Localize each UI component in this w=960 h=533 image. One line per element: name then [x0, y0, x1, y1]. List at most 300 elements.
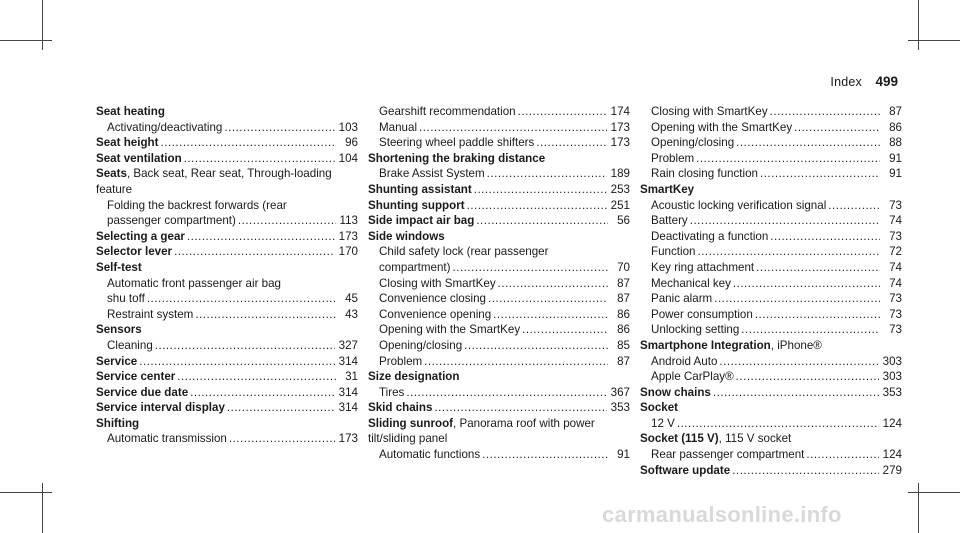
index-subentry: [640, 369, 902, 385]
index-subentry: [368, 354, 630, 370]
page-ref[interactable]: 124: [882, 416, 902, 430]
page-ref[interactable]: 43: [345, 307, 358, 321]
subentry-text: Automatic functions: [379, 448, 481, 462]
crop-mark: [42, 0, 43, 50]
subentry-text: Gearshift recommendation: [379, 105, 516, 118]
term-label: Socket: [640, 401, 679, 415]
dot-leader: [741, 322, 880, 338]
index-subentry: [368, 276, 630, 292]
index-term: [640, 182, 694, 198]
index-entry: [640, 182, 902, 338]
index-term: [640, 431, 791, 447]
index-term: [96, 151, 182, 167]
page-ref[interactable]: 86: [889, 120, 902, 134]
dot-leader: [536, 135, 606, 151]
index-term: [368, 369, 459, 385]
index-subentry: [368, 447, 630, 463]
index-term-line: [640, 338, 902, 354]
dot-leader: [756, 260, 880, 276]
index-subentry: [640, 416, 902, 432]
dot-leader: [476, 213, 608, 229]
index-subentry: [96, 431, 358, 447]
dot-leader: [419, 120, 607, 136]
subentry-text: compartment): [379, 260, 451, 274]
page-ref[interactable]: 173: [610, 136, 630, 150]
index-entry: [96, 385, 358, 401]
index-subentry: [640, 198, 902, 214]
index-subentry: [96, 307, 358, 323]
page-ref[interactable]: 353: [610, 401, 630, 415]
crop-mark: [908, 40, 960, 41]
term-label: Shunting support: [368, 198, 465, 212]
term-label: Sliding sunroof: [368, 416, 454, 430]
dot-leader: [161, 135, 337, 151]
index-entry: [96, 244, 358, 260]
dot-leader: [187, 229, 335, 245]
index-subentry: [368, 291, 630, 307]
index-subentry: [368, 322, 630, 338]
index-term-line: [96, 416, 358, 432]
dot-leader: [434, 400, 606, 416]
index-term-line: [368, 151, 630, 167]
page-ref[interactable]: 173: [338, 229, 358, 243]
dot-leader: [177, 369, 336, 385]
dot-leader: [467, 198, 607, 214]
index-entry: [368, 400, 630, 416]
index-entry: [368, 369, 630, 400]
term-label: Socket (115 V): [640, 432, 719, 446]
dot-leader: [488, 291, 608, 307]
page-ref[interactable]: 91: [889, 151, 902, 165]
index-term: [96, 244, 172, 260]
page-ref[interactable]: 327: [338, 338, 358, 352]
index-entry: [640, 400, 902, 431]
index-term-line: [96, 229, 358, 245]
subentry-text: Battery: [651, 214, 688, 228]
subentry-text: Folding the backrest forwards (rear: [107, 198, 287, 212]
subentry-text: shu toff: [107, 292, 145, 306]
term-extra: , iPhone®: [770, 338, 822, 352]
index-term: [640, 338, 822, 354]
index-subentry: [368, 244, 630, 275]
dot-leader: [493, 307, 608, 323]
index-subentry: [640, 447, 902, 463]
index-entry: [640, 431, 902, 462]
index-entry: [368, 229, 630, 369]
page-ref[interactable]: 173: [338, 432, 358, 446]
subentry-text: Rain closing function: [651, 167, 758, 181]
term-label: Seat ventilation: [96, 151, 182, 165]
dot-leader: [714, 291, 880, 307]
page-ref[interactable]: 173: [610, 120, 630, 134]
index-term: [96, 135, 159, 151]
index-entry: [368, 416, 630, 463]
dot-leader: [190, 385, 335, 401]
page-ref[interactable]: 73: [889, 198, 902, 212]
index-term: [640, 385, 711, 401]
index-term: [96, 229, 185, 245]
subentry-text: Problem: [379, 354, 423, 368]
page-ref[interactable]: 113: [339, 214, 358, 228]
term-label: Sensors: [96, 323, 142, 337]
page-ref[interactable]: 73: [889, 229, 902, 243]
dot-leader: [755, 307, 880, 323]
index-subentry: [368, 104, 630, 120]
subentry-text: Opening/closing: [379, 338, 463, 352]
page-ref[interactable]: 72: [889, 245, 902, 259]
term-label: Service center: [96, 370, 176, 384]
term-label: Shunting assistant: [368, 182, 472, 196]
subentry-text: Opening/closing: [651, 136, 735, 150]
page-ref[interactable]: 87: [617, 276, 630, 290]
term-label: Skid chains: [368, 401, 433, 415]
index-term-line: [640, 385, 902, 401]
page-ref[interactable]: 314: [338, 354, 358, 368]
index-subentry: [640, 135, 902, 151]
dot-leader: [522, 322, 608, 338]
page-ref[interactable]: 56: [617, 214, 630, 228]
page-ref[interactable]: 31: [345, 370, 358, 384]
index-term-line: [640, 463, 902, 479]
index-subentry: [640, 151, 902, 167]
subentry-text: Cleaning: [107, 338, 153, 352]
page-ref[interactable]: 314: [338, 401, 358, 415]
page-ref[interactable]: 253: [610, 182, 630, 196]
dot-leader: [736, 135, 880, 151]
index-entry: [96, 416, 358, 447]
dot-leader: [482, 447, 608, 463]
index-subentry: [368, 338, 630, 354]
dot-leader: [760, 166, 880, 182]
index-subentry: [368, 135, 630, 151]
index-subentry: [640, 322, 902, 338]
index-entry: [640, 463, 902, 479]
subentry-text: Deactivating a function: [651, 229, 769, 243]
index-subentry: [640, 120, 902, 136]
index-entry: [368, 104, 630, 151]
index-subentry: [379, 260, 630, 276]
page-ref[interactable]: 74: [889, 214, 902, 228]
dot-leader: [238, 213, 336, 229]
page-ref[interactable]: 73: [889, 292, 902, 306]
page-ref[interactable]: 74: [889, 260, 902, 274]
index-subentry: [640, 307, 902, 323]
dot-leader: [518, 104, 607, 120]
term-label: Selecting a gear: [96, 229, 185, 243]
index-term-line: [96, 385, 358, 401]
crop-mark: [0, 492, 52, 493]
subentry-text: 12 V: [651, 416, 675, 430]
index-term-line: [368, 198, 630, 214]
subentry-text: Power consumption: [651, 307, 753, 321]
dot-leader: [474, 182, 607, 198]
subentry-text: Opening with the SmartKey: [651, 120, 793, 134]
dot-leader: [713, 385, 879, 401]
index-entry: [640, 104, 902, 182]
dot-leader: [487, 166, 607, 182]
index-term-line: [96, 354, 358, 370]
dot-leader: [696, 151, 880, 167]
index-term: [640, 400, 678, 416]
index-entry: [368, 198, 630, 214]
subentry-text: Automatic front passenger air bag: [107, 276, 282, 290]
page-ref[interactable]: 104: [338, 151, 358, 165]
term-label: Side impact air bag: [368, 214, 475, 228]
index-subentry: [640, 354, 902, 370]
index-subentry: [368, 385, 630, 401]
subentry-text: Convenience closing: [379, 292, 486, 306]
dot-leader: [424, 354, 608, 370]
index-subentry: [96, 120, 358, 136]
term-extra: , Panorama roof with power tilt/sliding panel: [368, 416, 595, 446]
page-ref[interactable]: 303: [882, 370, 902, 384]
page-ref[interactable]: 96: [345, 136, 358, 150]
page-number: 499: [875, 74, 898, 89]
page-ref[interactable]: 87: [617, 292, 630, 306]
subentry-text: Unlocking setting: [651, 323, 740, 337]
subentry-text: Tires: [379, 385, 405, 399]
index-term: [368, 198, 465, 214]
term-label: Snow chains: [640, 385, 711, 399]
subentry-text: Child safety lock (rear passenger: [379, 245, 549, 259]
dot-leader: [453, 260, 608, 276]
index-subentry: [96, 338, 358, 354]
subentry-text: Key ring attachment: [651, 260, 755, 274]
subentry-text: Automatic transmission: [107, 432, 227, 446]
subentry-text: Android Auto: [651, 354, 718, 368]
dot-leader: [719, 354, 878, 370]
index-term-line: [96, 244, 358, 260]
index-entry: [96, 135, 358, 151]
index-term-line: [96, 104, 358, 120]
page-ref[interactable]: 314: [338, 385, 358, 399]
dot-leader: [498, 276, 608, 292]
index-term: [96, 385, 188, 401]
index-entry: [368, 213, 630, 229]
index-term-line: [640, 431, 902, 447]
index-term-line: [368, 416, 630, 447]
index-term: [96, 354, 137, 370]
subentry-text: Panic alarm: [651, 292, 713, 306]
index-subentry: [96, 198, 358, 229]
index-column-2: [368, 104, 630, 463]
term-extra: , Back seat, Rear seat, Through-loading feature: [96, 167, 332, 196]
index-entry: [96, 400, 358, 416]
page-ref[interactable]: 91: [617, 448, 630, 462]
crop-mark: [908, 492, 960, 493]
index-entry: [96, 151, 358, 167]
index-subentry: [640, 166, 902, 182]
index-term-line: [96, 151, 358, 167]
dot-leader: [229, 431, 335, 447]
index-entry: [640, 338, 902, 385]
dot-leader: [139, 354, 334, 370]
term-label: Smartphone Integration: [640, 338, 771, 352]
page-ref[interactable]: 85: [617, 338, 630, 352]
dot-leader: [224, 120, 334, 136]
index-term-line: [368, 229, 630, 245]
index-subentry: [107, 213, 358, 229]
page-ref[interactable]: 86: [617, 323, 630, 337]
page-ref[interactable]: 367: [610, 385, 630, 399]
index-term: [368, 400, 432, 416]
term-extra: , 115 V socket: [718, 432, 792, 446]
index-entry: [368, 151, 630, 182]
index-term-line: [96, 400, 358, 416]
page-ref[interactable]: 86: [617, 307, 630, 321]
page-ref[interactable]: 74: [889, 276, 902, 290]
index-column-3: [640, 104, 902, 478]
index-subentry: [640, 213, 902, 229]
subentry-text: Steering wheel paddle shifters: [379, 136, 535, 150]
subentry-text: Closing with SmartKey: [651, 105, 768, 118]
subentry-text: Brake Assist System: [379, 167, 485, 181]
term-label: Seats: [96, 167, 127, 181]
dot-leader: [174, 244, 335, 260]
dot-leader: [732, 463, 878, 479]
term-label: Software update: [640, 463, 731, 477]
index-subentry: [96, 276, 358, 307]
index-term-line: [368, 369, 630, 385]
page-header: [830, 74, 898, 89]
index-subentry: [640, 291, 902, 307]
subentry-text: Opening with the SmartKey: [379, 323, 521, 337]
index-entry: [96, 354, 358, 370]
subentry-text: Mechanical key: [651, 276, 731, 290]
index-entry: [96, 104, 358, 135]
dot-leader: [794, 120, 880, 136]
crop-mark: [42, 483, 43, 533]
dot-leader: [690, 213, 880, 229]
page-ref[interactable]: 45: [345, 292, 358, 306]
index-term: [368, 229, 445, 245]
subentry-text: Problem: [651, 151, 695, 165]
index-subentry: [107, 291, 358, 307]
dot-leader: [184, 151, 335, 167]
dot-leader: [736, 369, 879, 385]
watermark: carmanualsonline.info: [602, 502, 842, 527]
index-term: [96, 260, 142, 276]
page-ref[interactable]: 73: [889, 307, 902, 321]
index-term-line: [96, 135, 358, 151]
page-ref[interactable]: 251: [610, 198, 630, 212]
subentry-text: Restraint system: [107, 307, 194, 321]
page-ref[interactable]: 70: [617, 260, 630, 274]
index-term: [368, 213, 474, 229]
dot-leader: [806, 447, 878, 463]
page-ref[interactable]: 170: [338, 245, 358, 259]
subentry-text: Rear passenger compartment: [651, 448, 805, 462]
dot-leader: [406, 385, 606, 401]
dot-leader: [227, 400, 335, 416]
page-ref[interactable]: 174: [610, 105, 630, 118]
subentry-text: Manual: [379, 120, 418, 134]
dot-leader: [155, 338, 335, 354]
page-ref[interactable]: 91: [889, 167, 902, 181]
page-ref[interactable]: 87: [889, 105, 902, 118]
index-term-line: [368, 213, 630, 229]
index-subentry: [640, 244, 902, 260]
dot-leader: [770, 229, 880, 245]
index-entry: [96, 322, 358, 353]
term-label: Seat height: [96, 136, 159, 150]
index-entry: [96, 166, 358, 228]
subentry-text: passenger compartment): [107, 214, 236, 228]
crop-mark: [0, 40, 52, 41]
subentry-text: Activating/deactivating: [107, 120, 223, 134]
index-term-line: [96, 260, 358, 276]
term-label: Shifting: [96, 416, 140, 430]
page-ref[interactable]: 88: [889, 136, 902, 150]
index-term-line: [96, 322, 358, 338]
subentry-text: Function: [651, 245, 696, 259]
dot-leader: [733, 276, 880, 292]
index-subentry: [368, 120, 630, 136]
index-term-line: [640, 182, 902, 198]
index-term: [368, 182, 472, 198]
index-entry: [368, 182, 630, 198]
page-ref[interactable]: 189: [610, 167, 630, 181]
subentry-text: Closing with SmartKey: [379, 276, 496, 290]
term-label: Service: [96, 354, 138, 368]
section-title: Index: [830, 75, 862, 89]
index-term: [96, 104, 165, 120]
index-subentry: [640, 104, 902, 120]
dot-leader: [195, 307, 336, 323]
index-entry: [96, 260, 358, 322]
page-ref[interactable]: 103: [338, 120, 358, 134]
subentry-text: Apple CarPlay®: [651, 370, 734, 384]
subentry-text: Convenience opening: [379, 307, 492, 321]
term-label: SmartKey: [640, 182, 695, 196]
index-entry: [96, 229, 358, 245]
page-ref[interactable]: 73: [889, 323, 902, 337]
subentry-text: Acoustic locking verification signal: [651, 198, 827, 212]
term-label: Self-test: [96, 260, 142, 274]
index-entry: [96, 369, 358, 385]
index-term: [96, 322, 142, 338]
dot-leader: [677, 416, 879, 432]
index-term-line: [96, 166, 358, 197]
index-term: [96, 416, 139, 432]
index-column-1: [96, 104, 358, 447]
index-subentry: [640, 276, 902, 292]
page-ref[interactable]: 303: [882, 354, 902, 368]
index-subentry: [368, 166, 630, 182]
term-label: Service interval display: [96, 401, 225, 415]
index-entry: [640, 385, 902, 401]
index-subentry: [640, 229, 902, 245]
index-term: [96, 400, 225, 416]
index-term-line: [640, 400, 902, 416]
page-ref[interactable]: 353: [882, 385, 902, 399]
term-label: Side windows: [368, 229, 445, 243]
index-term-line: [368, 400, 630, 416]
page-ref[interactable]: 279: [882, 463, 902, 477]
term-label: Shortening the braking distance: [368, 151, 546, 165]
crop-mark: [918, 0, 919, 50]
index-term-line: [96, 369, 358, 385]
term-label: Service due date: [96, 385, 189, 399]
page-ref[interactable]: 124: [882, 448, 902, 462]
dot-leader: [464, 338, 608, 354]
crop-mark: [918, 483, 919, 533]
index-term: [96, 369, 175, 385]
index-term: [640, 463, 730, 479]
dot-leader: [828, 198, 880, 214]
index-term: [368, 151, 545, 167]
page-ref[interactable]: 87: [617, 354, 630, 368]
